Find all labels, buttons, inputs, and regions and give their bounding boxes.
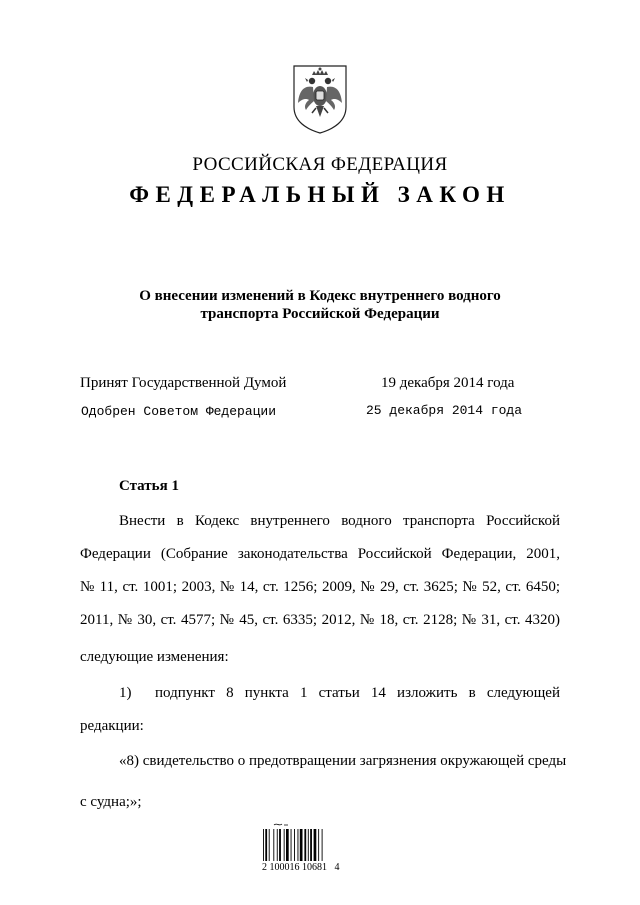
duma-adoption-date: 19 декабря 2014 года (381, 375, 515, 391)
item-1-number: 1) (119, 685, 132, 701)
law-title (80, 287, 560, 323)
article-line-4: 2011, № 30, ст. 4577; № 45, ст. 6335; 2012, № 18, ст. 2128; № 31, ст. 4320) (80, 612, 560, 628)
barcode-number: 2 100016 10681 4 (262, 862, 340, 873)
duma-adoption-label: Принят Государственной Думой (80, 375, 287, 391)
quote-line-2: с судна;»; (80, 794, 142, 810)
article-line-3: № 11, ст. 1001; 2003, № 14, ст. 1256; 2009, № 29, ст. 3625; № 52, ст. 6450; (80, 579, 560, 595)
article-heading: Статья 1 (119, 478, 179, 494)
item-1-text: подпункт 8 пункта 1 статьи 14 изложить в следующей (155, 685, 560, 701)
article-line-5: следующие изменения: (80, 649, 229, 665)
article-line-1: Внести в Кодекс внутреннего водного транспорта Российской (119, 513, 560, 529)
law-type: ФЕДЕРАЛЬНЫЙ ЗАКОН (129, 182, 511, 207)
country-name: РОССИЙСКАЯ ФЕДЕРАЦИЯ (192, 154, 448, 175)
law-title-line-1: О внесении изменений в Кодекс внутреннего водного (139, 288, 501, 304)
state-emblem-icon (290, 63, 350, 135)
law-title-line-2: транспорта Российской Федерации (200, 306, 440, 322)
quote-line-1: «8) свидетельство о предотвращении загрязнения окружающей среды (119, 753, 567, 769)
item-1-continuation: редакции: (80, 718, 144, 734)
council-approval-label: Одобрен Советом Федерации (81, 404, 277, 419)
article-line-2: Федерации (Собрание законодательства Российской Федерации, 2001, (80, 546, 560, 562)
council-approval-date: 25 декабря 2014 года (366, 403, 523, 418)
